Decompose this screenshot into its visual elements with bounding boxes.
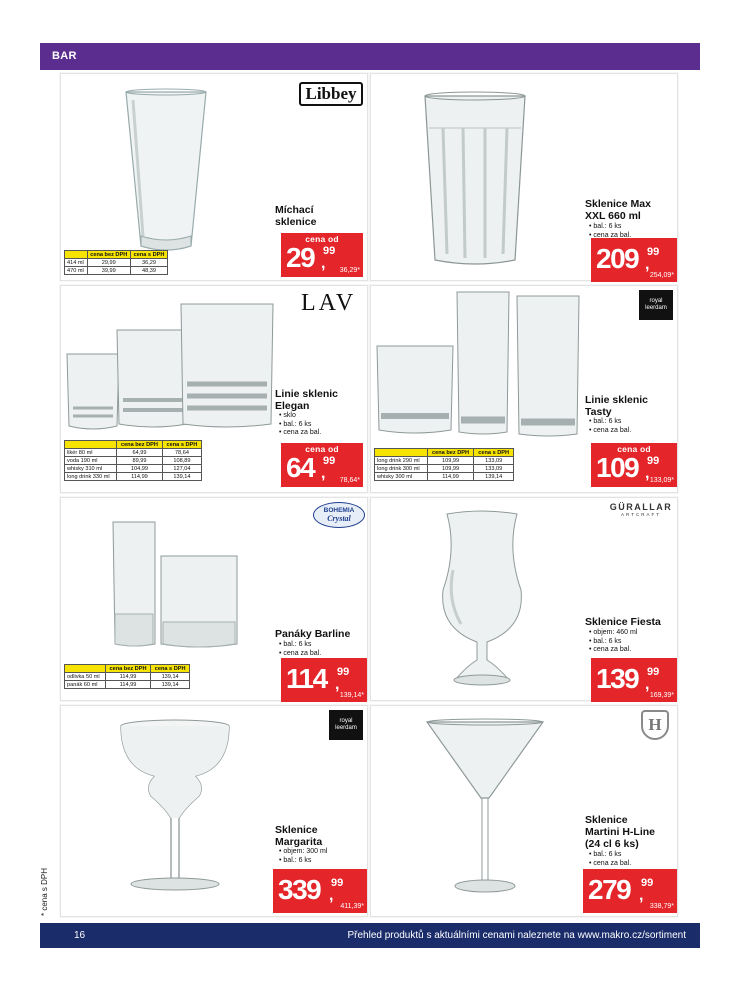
product-card-tasty[interactable] (370, 285, 678, 493)
table-row: long drink 290 ml 109,99 133,09 (375, 457, 514, 465)
gurallar-logo: GÜRALLAR ARTCRAFT (609, 502, 673, 517)
libbey-logo: Libbey (299, 82, 363, 106)
product-card-margarita[interactable] (60, 705, 368, 917)
price-tag: cena od 29 99 , 36,29* (281, 233, 363, 277)
product-title: Sklenice Martini H-Line (24 cl 6 ks) (585, 814, 655, 850)
table-row: 470 ml 39,99 48,39 (65, 267, 168, 275)
price-table: cena bez DPH cena s DPH likér 80 ml 64,99 78,64 voda 190 ml 89,99 108,89 whisky 310 ml 104,99 127,04 long drink 330 ml 114,99 139,14 (64, 440, 202, 481)
product-title: Linie sklenic Tasty (585, 394, 649, 418)
product-title: Linie sklenic Elegan (275, 388, 339, 412)
section-title: BAR (52, 50, 77, 62)
product-card-elegan[interactable] (60, 285, 368, 493)
table-row: panák 60 ml 114,99 139,14 (65, 681, 190, 689)
product-title: Sklenice Max XXL 660 ml (585, 198, 651, 222)
product-details: • sklo • bal.: 6 ks • cena za bal. (279, 412, 321, 438)
bohemia-crystal-logo: BOHEMIA Crystal (313, 502, 365, 528)
price-table: cena bez DPH cena s DPH long drink 290 ml 109,99 133,09 long drink 300 ml 109,99 133,09 whisky 300 ml 114,99 139,14 (374, 448, 514, 481)
product-card-fiesta[interactable] (370, 497, 678, 701)
product-card-martini[interactable] (370, 705, 678, 917)
product-details: • objem: 300 ml • bal.: 6 ks (279, 848, 327, 865)
mixing-glass-image (121, 86, 211, 256)
product-card-max-xxl[interactable] (370, 73, 678, 281)
price-tag: cena od 64 99 , 78,64* (281, 443, 363, 487)
page-number: 16 (74, 930, 86, 941)
table-row: odlivka 50 ml 114,99 139,14 (65, 673, 190, 681)
table-row: likér 80 ml 64,99 78,64 (65, 449, 202, 457)
product-title: Míchací sklenice (275, 204, 317, 228)
product-details: • bal.: 6 ks • cena za bal. (279, 641, 321, 658)
product-card-barline[interactable] (60, 497, 368, 701)
price-tag: cena od 109 99 , 133,09* (591, 443, 677, 487)
martini-glass-image (425, 718, 545, 896)
table-row: whisky 300 ml 114,99 139,14 (375, 473, 514, 481)
table-row: long drink 300 ml 109,99 133,09 (375, 465, 514, 473)
price-table: cena bez DPH cena s DPH odlivka 50 ml 114,99 139,14 panák 60 ml 114,99 139,14 (64, 664, 190, 689)
price-table: cena bez DPH cena s DPH 414 ml 29,99 36,29 470 ml 39,99 48,39 (64, 250, 168, 275)
product-title: Sklenice Margarita (275, 824, 323, 848)
product-details: • bal.: 6 ks • cena za bal. (589, 851, 631, 868)
lav-logo: LAV (301, 290, 357, 316)
vat-footnote: * cena s DPH (40, 867, 49, 916)
footer-link-text[interactable]: Přehled produktů s aktuálními cenami naleznete na www.makro.cz/sortiment (347, 930, 686, 941)
table-row: long drink 330 ml 114,99 139,14 (65, 473, 202, 481)
elegan-glasses-image (63, 296, 275, 436)
product-details: • bal.: 6 ks • cena za bal. (589, 223, 631, 240)
price-tag: 279 99 , 338,79* (583, 869, 677, 913)
price-tag: 139 99 , 169,39* (591, 658, 677, 702)
max-xxl-glass-image (419, 88, 531, 270)
royal-leerdam-logo: royal leerdam (329, 710, 363, 740)
royal-leerdam-logo: royal leerdam (639, 290, 673, 320)
product-title: Panáky Barline (275, 628, 351, 640)
fiesta-glass-image (437, 510, 527, 694)
table-row: whisky 310 ml 104,99 127,04 (65, 465, 202, 473)
margarita-glass-image (115, 718, 235, 898)
product-card-mixing-glass[interactable] (60, 73, 368, 281)
price-tag: 114 99 , 139,14* (281, 658, 367, 702)
product-details: • objem: 460 ml • bal.: 6 ks • cena za bal. (589, 629, 637, 655)
product-title: Sklenice Fiesta (585, 616, 661, 628)
price-tag: 209 99 , 254,09* (591, 238, 677, 282)
h-line-logo: H (641, 710, 669, 740)
table-row: voda 190 ml 89,99 108,89 (65, 457, 202, 465)
product-details: • bal.: 6 ks • cena za bal. (589, 418, 631, 435)
product-grid (60, 73, 700, 918)
price-tag: 339 99 , 411,39* (273, 869, 367, 913)
page-footer (40, 923, 700, 948)
barline-glasses-image (109, 518, 241, 650)
section-header (40, 43, 700, 70)
tasty-glasses-image (373, 290, 583, 440)
table-row: 414 ml 29,99 36,29 (65, 259, 168, 267)
